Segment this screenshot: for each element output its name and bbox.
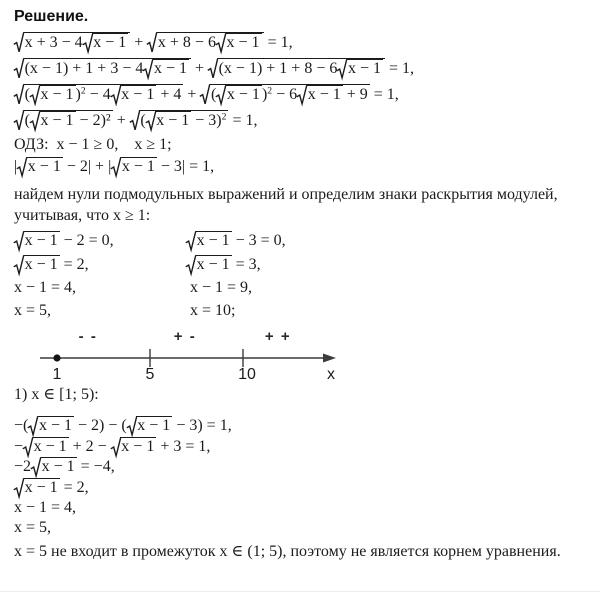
radical-sign-icon <box>208 58 218 79</box>
radical-sign-icon <box>111 157 121 177</box>
radical-sign-icon <box>200 84 210 105</box>
sqrt-radical <box>186 231 232 251</box>
radical-sign-icon <box>186 255 196 275</box>
column-equation: x − 1 = 3, <box>186 255 286 275</box>
radicand: x − 1 <box>40 111 74 129</box>
sqrt-radical <box>337 59 383 79</box>
radicand: (x − 1) + 1 + 3 − 4 x − 1 <box>24 58 191 79</box>
sqrt-radical <box>111 85 157 105</box>
sqrt-radical <box>147 32 263 53</box>
radicand: x + 8 − 6 x − 1 <box>157 32 264 53</box>
radicand: x − 1 <box>27 158 61 176</box>
zeros-columns <box>14 230 586 322</box>
sqrt-radical <box>216 33 262 53</box>
sqrt-radical <box>28 416 74 436</box>
derivation-block <box>14 32 586 177</box>
radical-sign-icon <box>23 437 33 457</box>
radicand: x − 1 <box>121 437 155 455</box>
sqrt-radical <box>31 457 77 477</box>
radical-sign-icon <box>337 59 347 79</box>
radicand: x − 1 <box>226 34 260 51</box>
column-equation: x = 10; <box>186 301 236 319</box>
sqrt-radical <box>14 478 60 498</box>
radical-sign-icon <box>30 111 40 131</box>
equation-line: ОДЗ: x − 1 ≥ 0, x ≥ 1; <box>14 135 172 153</box>
sqrt-radical <box>111 157 157 177</box>
radicand: x − 1 <box>196 232 230 250</box>
radicand: ( x − 1 − 3)$^2$ <box>140 111 227 129</box>
axis-arrowhead <box>323 353 336 362</box>
case-1-header: 1) x ∈ [1; 5): <box>14 385 99 403</box>
exponent: 2 <box>267 85 273 97</box>
page-bottom-edge <box>0 591 600 592</box>
sqrt-radical <box>200 84 369 105</box>
radicand: x − 1 <box>41 458 75 476</box>
radicand: x + 3 − 4 x − 1 <box>24 32 131 53</box>
column-equation: x − 1 − 3 = 0, <box>186 231 286 251</box>
radical-sign-icon <box>14 58 24 79</box>
radicand: x − 1 <box>121 85 155 103</box>
sqrt-radical <box>23 437 69 457</box>
sqrt-radical <box>146 111 192 131</box>
radicand: x − 1 <box>40 85 74 103</box>
radical-sign-icon <box>30 85 40 105</box>
radicand: x − 1 <box>347 59 381 77</box>
sqrt-radical <box>216 85 262 105</box>
column-equation: x − 1 − 2 = 0, <box>14 231 186 251</box>
radicand: x − 1 <box>24 256 58 274</box>
column-equation: x − 1 = 2, <box>14 255 186 275</box>
radical-sign-icon <box>111 85 121 105</box>
radicand: ( x − 1 − 2)² <box>24 111 111 129</box>
radicand: x − 1 <box>137 416 171 434</box>
equation-line: x = 5, <box>14 519 52 537</box>
equation-line: −( x − 1 − 2) − ( x − 1 − 3) = 1, <box>14 416 232 434</box>
radical-sign-icon <box>147 32 157 53</box>
radicand: x − 1 <box>38 416 72 434</box>
sign-interval-1-5: - - <box>78 327 98 345</box>
radical-sign-icon <box>297 85 307 105</box>
radical-sign-icon <box>14 84 24 105</box>
radicand: x − 1 <box>33 437 67 455</box>
equation-line: ( x − 1 − 2)² + ( x − 1 − 3)$^2$ = 1, <box>14 110 586 131</box>
radicand: (x − 1) + 1 + 8 − 6 x − 1 <box>218 58 385 79</box>
exponent: 2 <box>221 111 227 123</box>
equation-line: (x − 1) + 1 + 3 − 4 x − 1 + (x − 1) + 1 + 8 − 6 x − 1 = 1, <box>14 58 586 79</box>
sqrt-radical <box>143 59 189 79</box>
sqrt-radical <box>14 32 130 53</box>
radical-sign-icon <box>28 416 38 436</box>
radical-sign-icon <box>216 33 226 53</box>
page-title: Решение. <box>14 8 89 25</box>
sqrt-radical <box>208 58 385 79</box>
radicand: x − 1 <box>24 232 58 250</box>
radical-sign-icon <box>146 111 156 131</box>
sqrt-radical <box>14 58 191 79</box>
sqrt-radical <box>130 110 229 131</box>
conclusion-text: x = 5 не входит в промежуток x ∈ (1; 5), поэтому не является корнем уравнения. <box>14 542 561 560</box>
radicand: x − 1 <box>196 256 230 274</box>
radical-sign-icon <box>143 59 153 79</box>
sqrt-radical <box>14 110 113 131</box>
axis-label-5: 5 <box>145 365 155 382</box>
radical-sign-icon <box>14 231 24 251</box>
exponent: 2 <box>80 85 86 97</box>
radicand: x − 1 <box>121 158 155 176</box>
radicand: x − 1 <box>93 34 127 51</box>
radical-sign-icon <box>216 85 226 105</box>
equation-line: x + 3 − 4 x − 1 + x + 8 − 6 x − 1 = 1, <box>14 32 586 53</box>
radical-sign-icon <box>14 110 24 131</box>
radicand: x − 1 <box>156 111 190 129</box>
equation-line: | x − 1 − 2| + | x − 1 − 3| = 1, <box>14 158 215 176</box>
radicand: ( x − 1 )$^2$ − 6 x − 1 + 9 <box>210 85 368 103</box>
column-equation: x − 1 = 4, <box>14 278 77 296</box>
radical-sign-icon <box>83 33 93 53</box>
radical-sign-icon <box>127 416 137 436</box>
radical-sign-icon <box>186 231 196 251</box>
sqrt-radical <box>111 437 157 457</box>
radical-sign-icon <box>14 32 24 53</box>
axis-label-10: 10 <box>238 365 256 382</box>
radicand: x − 1 <box>153 59 187 77</box>
radicand: x − 1 <box>307 85 341 103</box>
equation-line: −2 x − 1 = −4, <box>14 458 115 476</box>
radical-sign-icon <box>14 478 24 498</box>
radicand: x − 1 <box>226 85 260 103</box>
radical-sign-icon <box>111 437 121 457</box>
equation-line: ( x − 1 )$^2$ − 4 x − 1 + 4 + ( x − 1 )$^2$ − 6 x − 1 + 9 = 1, <box>14 84 586 105</box>
sign-interval-10-inf: + + <box>264 327 292 345</box>
equation-line: x − 1 = 2, <box>14 478 586 498</box>
radical-sign-icon <box>14 255 24 275</box>
radical-sign-icon <box>31 457 41 477</box>
axis-label-x: x <box>327 365 335 382</box>
equation-line: − x − 1 + 2 − x − 1 + 3 = 1, <box>14 437 211 455</box>
sign-interval-5-10: + - <box>173 327 197 345</box>
sqrt-radical <box>297 85 343 105</box>
point-1-dot <box>53 354 60 361</box>
sqrt-radical <box>30 111 76 131</box>
case-1-block <box>14 416 586 538</box>
column-equation: x = 5, <box>14 301 52 319</box>
sqrt-radical <box>186 255 232 275</box>
axis-label-1: 1 <box>52 365 62 382</box>
radical-sign-icon <box>130 110 140 131</box>
radical-sign-icon <box>17 157 27 177</box>
radicand: x − 1 <box>24 479 58 497</box>
sqrt-radical <box>14 84 183 105</box>
explanation-paragraph: найдем нули подмодульных выражений и определим знаки раскрытия модулей, учитывая, что x ≥ 1: <box>14 186 558 224</box>
column-equation: x − 1 = 9, <box>186 278 253 296</box>
sqrt-radical <box>127 416 173 436</box>
sqrt-radical <box>30 85 76 105</box>
number-line <box>14 326 366 382</box>
sqrt-radical <box>83 33 129 53</box>
sqrt-radical <box>14 255 60 275</box>
sqrt-radical <box>14 231 60 251</box>
sqrt-radical <box>17 157 63 177</box>
equation-line: x − 1 = 4, <box>14 499 77 517</box>
radicand: ( x − 1 )$^2$ − 4 x − 1 + 4 <box>24 85 182 103</box>
